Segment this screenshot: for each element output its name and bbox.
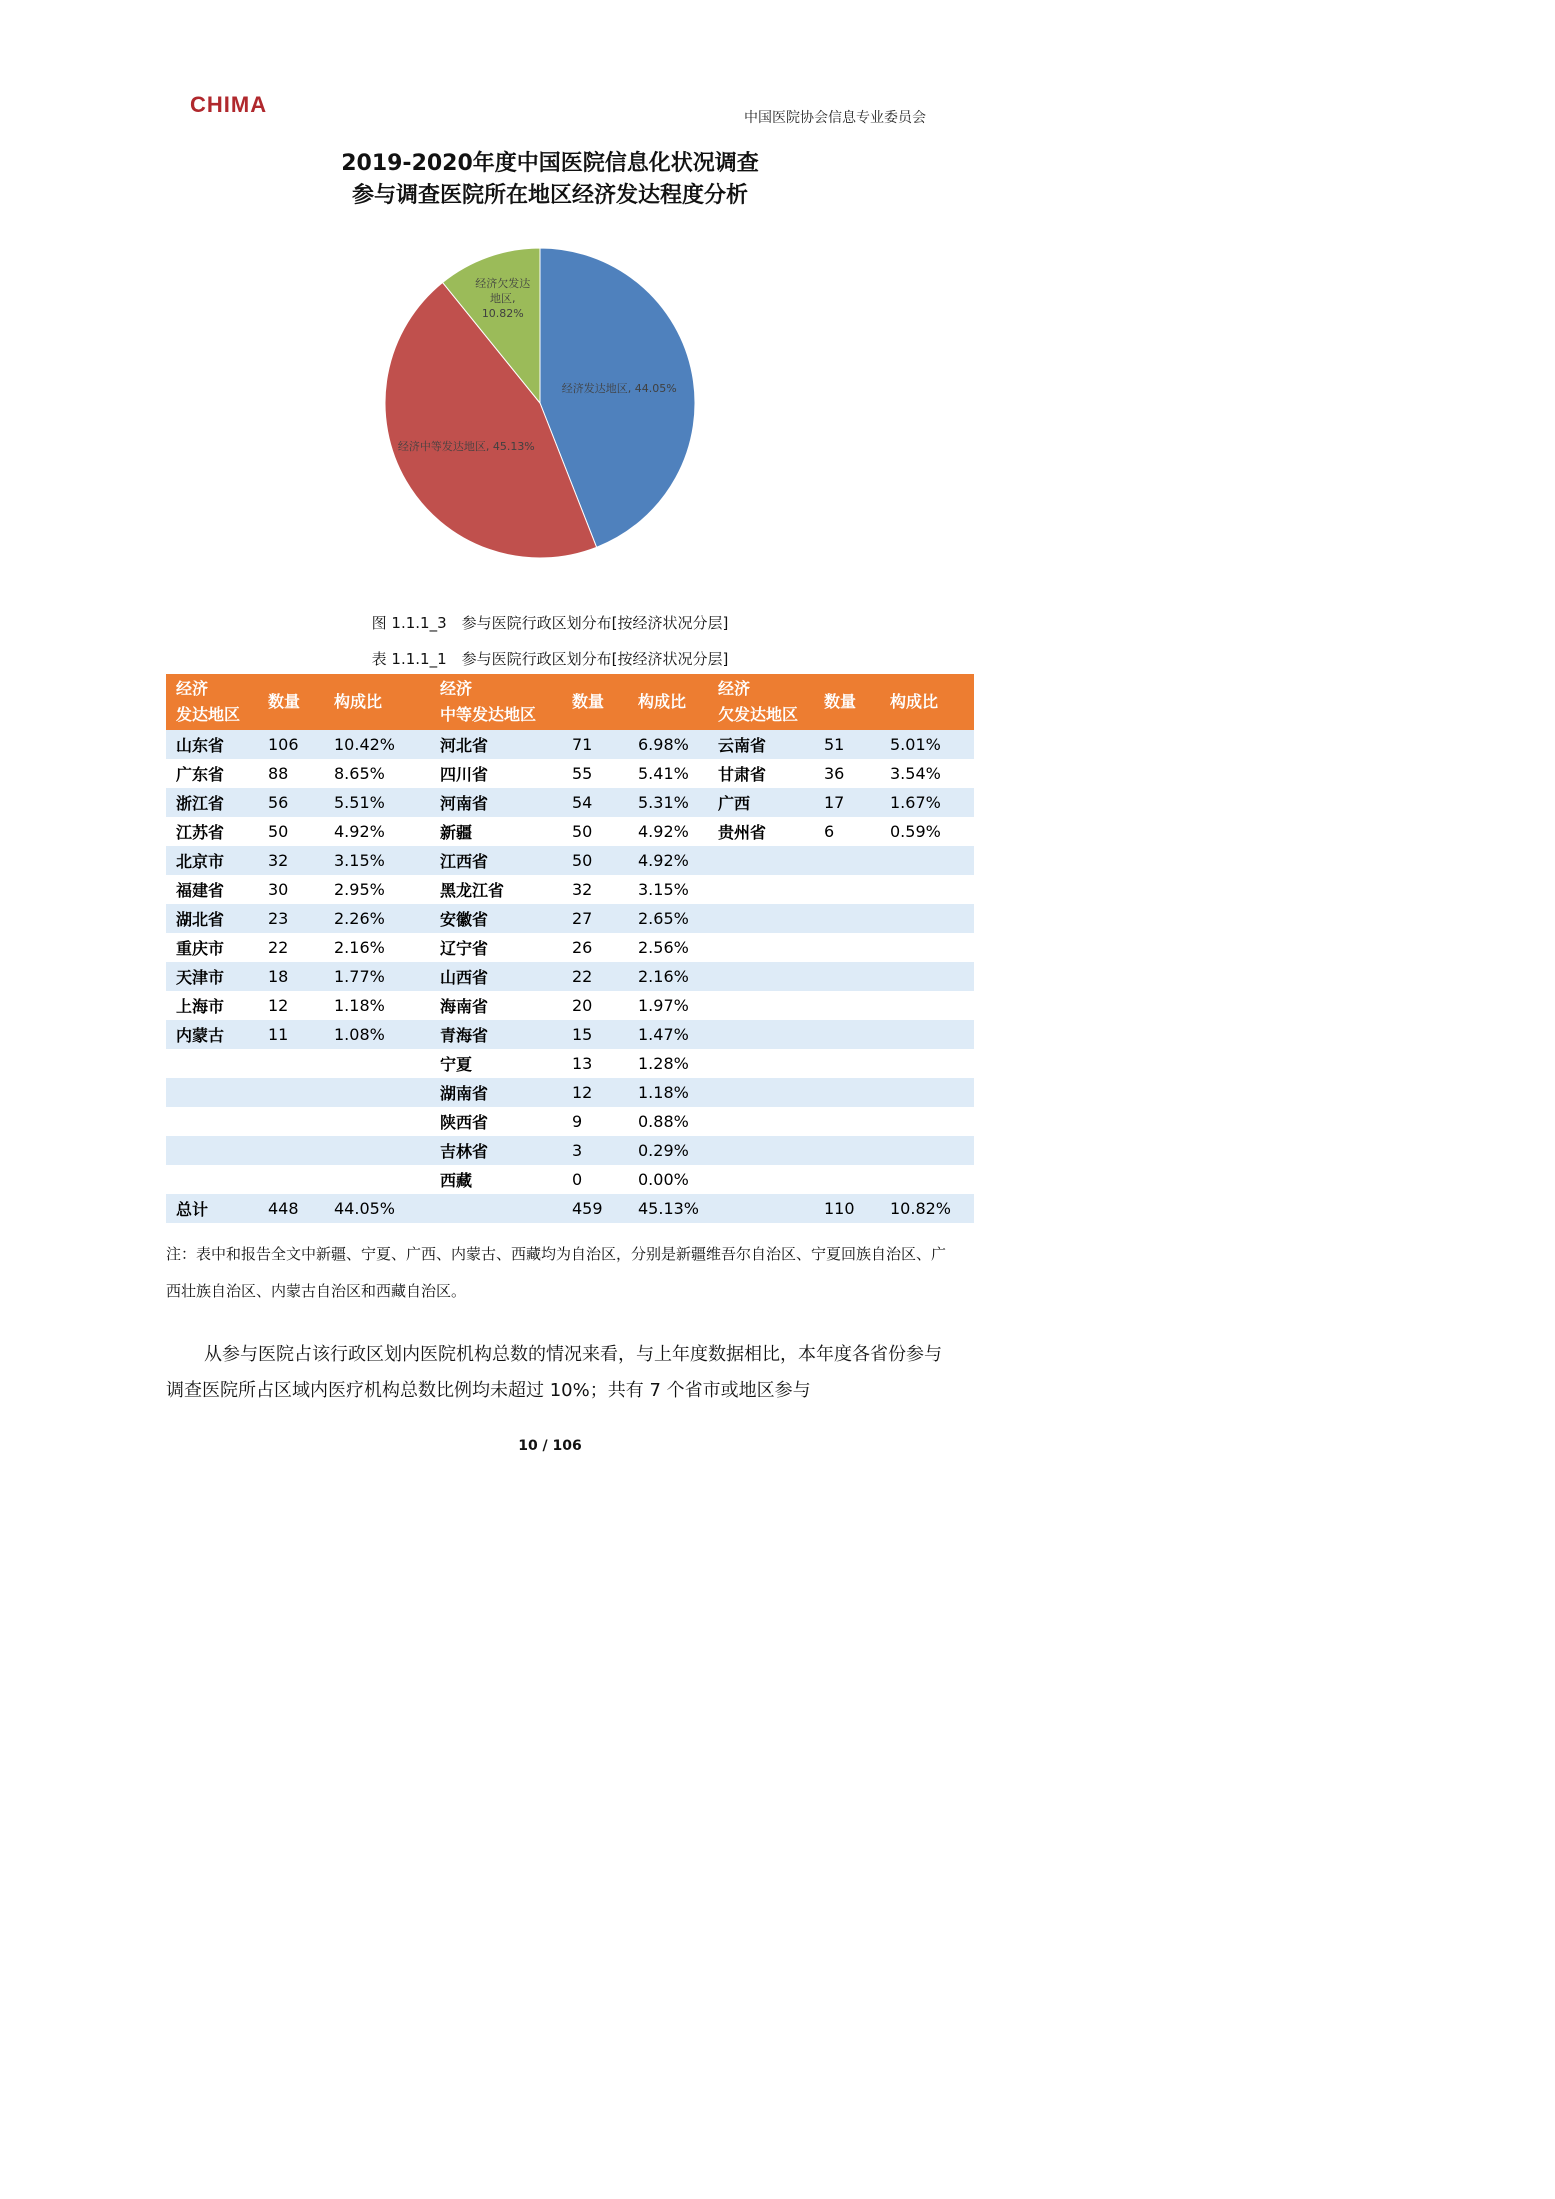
province-cell	[708, 904, 814, 933]
count-cell: 27	[562, 904, 628, 933]
province-cell: 辽宁省	[430, 933, 562, 962]
ratio-cell	[324, 1078, 430, 1107]
page-title-line2: 参与调查医院所在地区经济发达程度分析	[351, 183, 748, 208]
ratio-cell	[880, 991, 974, 1020]
figure-caption: 图 1.1.1_3 参与医院行政区划分布[按经济状况分层]	[371, 614, 729, 632]
province-cell	[708, 991, 814, 1020]
province-cell	[708, 1107, 814, 1136]
ratio-cell: 0.00%	[628, 1165, 708, 1194]
body-paragraph: 从参与医院占该行政区划内医院机构总数的情况来看，与上年度数据相比，本年度各省份参与调查医院所占区域内医疗机构总数比例均未超过 10%；共有 7 个省市或地区参与	[166, 1344, 942, 1401]
ratio-cell	[324, 1165, 430, 1194]
total-cell: 44.05%	[324, 1194, 430, 1223]
count-cell: 55	[562, 759, 628, 788]
province-cell: 安徽省	[430, 904, 562, 933]
table-row	[166, 1136, 974, 1165]
count-cell: 3	[562, 1136, 628, 1165]
table-row	[166, 817, 974, 846]
ratio-cell: 3.54%	[880, 759, 974, 788]
count-cell: 51	[814, 730, 880, 759]
province-cell: 甘肃省	[708, 759, 814, 788]
province-cell: 宁夏	[430, 1049, 562, 1078]
province-cell	[166, 1049, 258, 1078]
province-cell: 内蒙古	[166, 1020, 258, 1049]
ratio-cell: 1.77%	[324, 962, 430, 991]
count-cell: 88	[258, 759, 324, 788]
total-cell: 459	[562, 1194, 628, 1223]
province-cell: 浙江省	[166, 788, 258, 817]
province-cell: 海南省	[430, 991, 562, 1020]
table-body	[166, 730, 974, 1194]
province-cell	[166, 1078, 258, 1107]
province-cell: 湖北省	[166, 904, 258, 933]
ratio-cell: 1.28%	[628, 1049, 708, 1078]
count-cell	[814, 846, 880, 875]
distribution-table	[166, 674, 974, 1223]
table-row	[166, 933, 974, 962]
province-cell: 四川省	[430, 759, 562, 788]
count-cell: 106	[258, 730, 324, 759]
column-header: 构成比	[628, 674, 708, 730]
count-cell: 11	[258, 1020, 324, 1049]
table-row	[166, 1165, 974, 1194]
ratio-cell: 5.51%	[324, 788, 430, 817]
province-cell: 福建省	[166, 875, 258, 904]
count-cell	[814, 1049, 880, 1078]
chima-logo: CHIMA	[190, 92, 268, 117]
ratio-cell: 2.26%	[324, 904, 430, 933]
table-row	[166, 962, 974, 991]
ratio-cell: 0.29%	[628, 1136, 708, 1165]
table-row	[166, 1049, 974, 1078]
total-cell: 448	[258, 1194, 324, 1223]
table-row	[166, 991, 974, 1020]
province-cell: 天津市	[166, 962, 258, 991]
total-cell: 10.82%	[880, 1194, 974, 1223]
count-cell: 26	[562, 933, 628, 962]
count-cell: 0	[562, 1165, 628, 1194]
count-cell	[814, 875, 880, 904]
table-caption: 表 1.1.1_1 参与医院行政区划分布[按经济状况分层]	[371, 650, 729, 668]
column-header: 构成比	[324, 674, 430, 730]
count-cell: 12	[258, 991, 324, 1020]
table-row	[166, 1078, 974, 1107]
count-cell	[814, 1136, 880, 1165]
province-cell	[166, 1165, 258, 1194]
ratio-cell	[324, 1136, 430, 1165]
province-cell: 山东省	[166, 730, 258, 759]
count-cell	[814, 1165, 880, 1194]
province-cell: 贵州省	[708, 817, 814, 846]
count-cell: 17	[814, 788, 880, 817]
column-header: 经济 发达地区	[166, 674, 258, 730]
count-cell	[258, 1107, 324, 1136]
table-row	[166, 730, 974, 759]
province-cell: 北京市	[166, 846, 258, 875]
count-cell: 50	[562, 817, 628, 846]
ratio-cell	[880, 962, 974, 991]
province-cell: 湖南省	[430, 1078, 562, 1107]
ratio-cell: 1.18%	[628, 1078, 708, 1107]
count-cell: 23	[258, 904, 324, 933]
ratio-cell: 1.18%	[324, 991, 430, 1020]
province-cell	[708, 1078, 814, 1107]
province-cell: 江苏省	[166, 817, 258, 846]
ratio-cell: 4.92%	[324, 817, 430, 846]
ratio-cell: 1.67%	[880, 788, 974, 817]
table-row	[166, 759, 974, 788]
total-cell: 110	[814, 1194, 880, 1223]
count-cell: 12	[562, 1078, 628, 1107]
province-cell	[708, 1136, 814, 1165]
ratio-cell	[880, 1049, 974, 1078]
province-cell	[708, 1165, 814, 1194]
ratio-cell	[324, 1107, 430, 1136]
ratio-cell: 0.59%	[880, 817, 974, 846]
ratio-cell: 3.15%	[628, 875, 708, 904]
count-cell	[814, 962, 880, 991]
count-cell: 15	[562, 1020, 628, 1049]
total-cell	[430, 1194, 562, 1223]
column-header: 经济 中等发达地区	[430, 674, 562, 730]
table-header-row	[166, 674, 974, 730]
ratio-cell: 1.97%	[628, 991, 708, 1020]
province-cell: 西藏	[430, 1165, 562, 1194]
table-row	[166, 788, 974, 817]
ratio-cell	[880, 875, 974, 904]
count-cell: 32	[258, 846, 324, 875]
ratio-cell: 5.31%	[628, 788, 708, 817]
total-cell: 45.13%	[628, 1194, 708, 1223]
province-cell: 云南省	[708, 730, 814, 759]
count-cell: 56	[258, 788, 324, 817]
province-cell: 广东省	[166, 759, 258, 788]
count-cell: 18	[258, 962, 324, 991]
pie-label-1: 经济中等发达地区, 45.13%	[397, 439, 535, 453]
table-row	[166, 875, 974, 904]
province-cell: 黑龙江省	[430, 875, 562, 904]
ratio-cell: 1.47%	[628, 1020, 708, 1049]
page-title-line1: 2019-2020年度中国医院信息化状况调查	[341, 151, 759, 176]
province-cell: 重庆市	[166, 933, 258, 962]
ratio-cell	[880, 1020, 974, 1049]
count-cell: 9	[562, 1107, 628, 1136]
province-cell	[166, 1136, 258, 1165]
count-cell	[814, 991, 880, 1020]
ratio-cell: 2.56%	[628, 933, 708, 962]
org-name: 中国医院协会信息专业委员会	[744, 110, 926, 126]
table-row	[166, 846, 974, 875]
province-cell: 青海省	[430, 1020, 562, 1049]
column-header: 经济 欠发达地区	[708, 674, 814, 730]
count-cell	[814, 1078, 880, 1107]
ratio-cell: 3.15%	[324, 846, 430, 875]
count-cell: 36	[814, 759, 880, 788]
column-header: 数量	[562, 674, 628, 730]
province-cell	[708, 1020, 814, 1049]
ratio-cell	[880, 846, 974, 875]
count-cell: 22	[258, 933, 324, 962]
count-cell: 22	[562, 962, 628, 991]
count-cell	[814, 904, 880, 933]
count-cell	[258, 1078, 324, 1107]
count-cell	[258, 1136, 324, 1165]
table-total-row	[166, 1194, 974, 1223]
ratio-cell: 4.92%	[628, 846, 708, 875]
province-cell: 河南省	[430, 788, 562, 817]
province-cell	[708, 933, 814, 962]
pie-label-2: 经济欠发达地区, 10.82%	[475, 276, 531, 320]
table-note: 注：表中和报告全文中新疆、宁夏、广西、内蒙古、西藏均为自治区，分别是新疆维吾尔自治区、宁夏回族自治区、广西壮族自治区、内蒙古自治区和西藏自治区。	[166, 1245, 947, 1300]
province-cell	[708, 962, 814, 991]
count-cell	[814, 933, 880, 962]
ratio-cell: 2.95%	[324, 875, 430, 904]
column-header: 数量	[258, 674, 324, 730]
count-cell: 50	[258, 817, 324, 846]
ratio-cell	[880, 933, 974, 962]
count-cell	[814, 1107, 880, 1136]
count-cell: 50	[562, 846, 628, 875]
province-cell: 上海市	[166, 991, 258, 1020]
ratio-cell	[880, 1107, 974, 1136]
ratio-cell	[880, 1078, 974, 1107]
count-cell: 20	[562, 991, 628, 1020]
count-cell: 30	[258, 875, 324, 904]
province-cell	[708, 1049, 814, 1078]
economic-pie-chart	[370, 238, 710, 578]
ratio-cell: 8.65%	[324, 759, 430, 788]
ratio-cell: 5.41%	[628, 759, 708, 788]
count-cell: 54	[562, 788, 628, 817]
count-cell: 71	[562, 730, 628, 759]
ratio-cell	[324, 1049, 430, 1078]
count-cell: 6	[814, 817, 880, 846]
province-cell: 新疆	[430, 817, 562, 846]
ratio-cell	[880, 1165, 974, 1194]
count-cell: 13	[562, 1049, 628, 1078]
count-cell	[258, 1049, 324, 1078]
ratio-cell: 2.16%	[324, 933, 430, 962]
count-cell	[814, 1020, 880, 1049]
province-cell: 陕西省	[430, 1107, 562, 1136]
province-cell	[708, 846, 814, 875]
table-row	[166, 1107, 974, 1136]
province-cell	[708, 875, 814, 904]
ratio-cell: 2.16%	[628, 962, 708, 991]
table-row	[166, 1020, 974, 1049]
total-cell: 总计	[166, 1194, 258, 1223]
total-cell	[708, 1194, 814, 1223]
ratio-cell	[880, 904, 974, 933]
ratio-cell: 1.08%	[324, 1020, 430, 1049]
pie-label-0: 经济发达地区, 44.05%	[561, 382, 677, 396]
column-header: 数量	[814, 674, 880, 730]
page-number: 10 / 106	[518, 1438, 582, 1454]
province-cell: 河北省	[430, 730, 562, 759]
province-cell: 吉林省	[430, 1136, 562, 1165]
column-header: 构成比	[880, 674, 974, 730]
ratio-cell: 6.98%	[628, 730, 708, 759]
ratio-cell: 5.01%	[880, 730, 974, 759]
ratio-cell: 4.92%	[628, 817, 708, 846]
ratio-cell: 2.65%	[628, 904, 708, 933]
ratio-cell	[880, 1136, 974, 1165]
count-cell: 32	[562, 875, 628, 904]
province-cell	[166, 1107, 258, 1136]
table-row	[166, 904, 974, 933]
province-cell: 山西省	[430, 962, 562, 991]
ratio-cell: 0.88%	[628, 1107, 708, 1136]
province-cell: 广西	[708, 788, 814, 817]
count-cell	[258, 1165, 324, 1194]
province-cell: 江西省	[430, 846, 562, 875]
ratio-cell: 10.42%	[324, 730, 430, 759]
